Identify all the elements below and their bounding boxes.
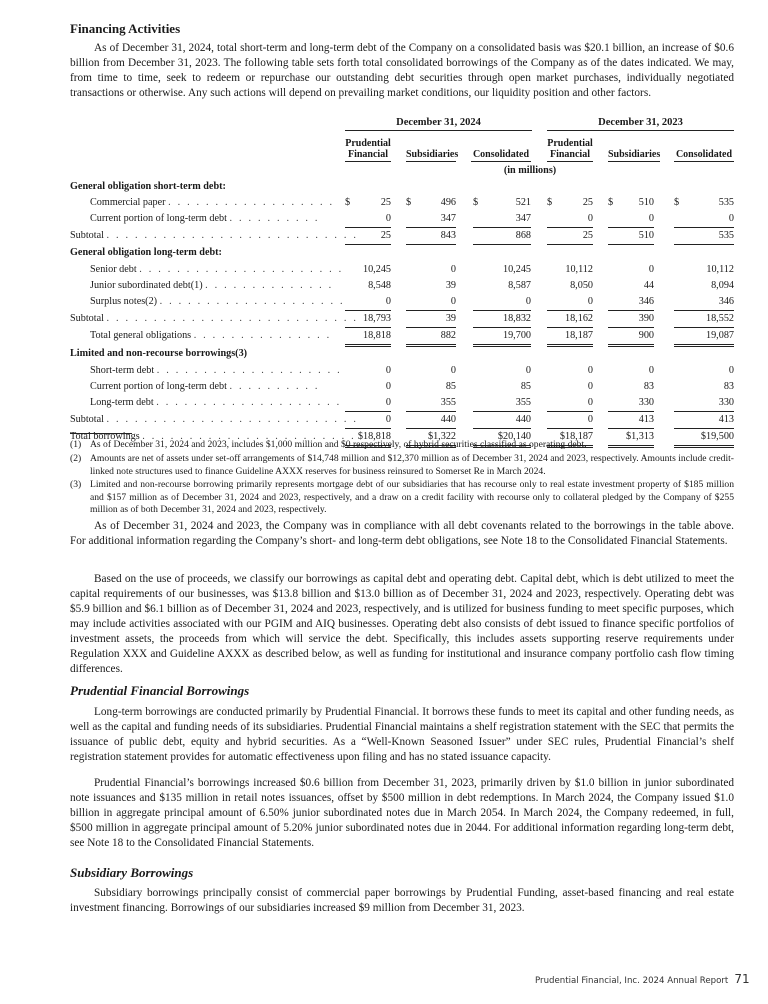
period-header-2024: December 31, 2024	[345, 117, 532, 131]
footnote-divider	[70, 433, 132, 434]
page-footer	[535, 972, 750, 986]
intro-paragraph: As of December 31, 2024, total short-term and long-term debt of the Company on a consolidated basis was $20.1 billion, an increase of $0.6 billion from December 31, 2023. The following table sets forth total consolidated borrowings of the Company as of the dates indicated. We may, from time to time, seek to redeem or repurchase our outstanding debt securities through open market purchases, individually negotiated transactions or otherwise. Any such actions will depend on prevailing market conditions, our liquidity position and other factors.	[70, 42, 734, 99]
pf-borrowings-heading: Prudential Financial Borrowings	[70, 683, 250, 698]
table-row-junior-subordinated-debt: Junior subordinated debt(1) . . . . . . . . . . . . . . 8,548 39 8,587 8,050 44 8,094	[90, 280, 734, 291]
report-name: Prudential Financial, Inc. 2024 Annual Report	[535, 976, 729, 986]
footnote-3: (3) Limited and non-recourse borrowing primarily represents mortgage debt of our subsidiaries that has recourse only to real estate investment property of $185 million and $157 million as of December 31, 2024 and 2023, respectively, and a draw on a credit facility with recourse only to collateral pledged by the Company of $255 million as of both December 31, 2024 and 2023, respectively.	[70, 479, 734, 516]
col-header-pf-2024: Prudential Financial	[345, 138, 391, 160]
subsidiary-borrowings-heading: Subsidiary Borrowings	[70, 865, 194, 880]
table-row-current-portion-limited: Current portion of long-term debt . . . . . . . . . . 0 85 85 0 83 83	[90, 381, 734, 392]
table-row-subtotal-limited: Subtotal . . . . . . . . . . . . . . . . . . . . . . . . . . . 0 440 440 0 413 413	[70, 414, 734, 430]
col-header-sub-2024: Subsidiaries	[406, 149, 459, 160]
table-row-long-term-debt: Long-term debt . . . . . . . . . . . . . . . . . . . . 0 355 355 0 330 330	[70, 397, 734, 413]
footnote-2: (2) Amounts are net of assets under set-off arrangements of $14,748 million and $12,370 million as of December 31, 2024 and 2023, respectively. Amounts include credit-linked note structures used to finance Guideline AXXX reserves for business reinsured to Somerset Re in March 2024.	[70, 453, 734, 477]
page-number: 71	[734, 972, 750, 986]
table-row-subtotal-short-term: Subtotal . . . . . . . . . . . . . . . . . . . . . . . . . . . 25 843 868 25 510 535	[70, 230, 734, 246]
section-title: Financing Activities	[70, 21, 181, 36]
col-header-sub-2023: Subsidiaries	[608, 149, 661, 160]
period-header-2023: December 31, 2023	[547, 117, 734, 131]
table-row-total-borrowings: Total borrowings . . . . . . . . . . . . . . . . . . . . . . . $18,818 $1,322 $20,140 $18,187 $1,313 $19,500	[70, 431, 734, 447]
section-header-long-term: General obligation long-term debt:	[70, 247, 222, 258]
pf-borrowings-paragraph-1: Long-term borrowings are conducted primarily by Prudential Financial. It borrows these funds to meet its capital and other funding needs, as well as the capital and funding needs of its subsidiaries. Prudential Financial maintains a shelf registration statement with the SEC that permits the issuance of public debt, equity and hybrid securities. As a “Well-Known Seasoned Issuer” under SEC rules, Prudential Financial’s shelf registration statement provides for automatic effectiveness upon filing and has no stated issuance capacity.	[70, 706, 734, 763]
section-header-short-term: General obligation short-term debt:	[70, 181, 226, 192]
footnote-1: (1) As of December 31, 2024 and 2023, includes $1,000 million and $0 respectively, of hybrid securities classified as operating debt.	[70, 439, 587, 450]
use-of-proceeds-paragraph: Based on the use of proceeds, we classify our borrowings as capital debt and operating debt. Capital debt, which is debt utilized to meet the capital requirements of our businesses, was $13.8 billion and $13.0 billion as of December 31, 2024 and 2023, respectively. Operating debt was $5.9 billion and $6.1 billion as of December 31, 2024 and 2023, respectively, and is utilized for business funding to meet specific purposes, which may include activities associated with our PGIM and AIQ businesses. Operating debt also consists of debt issued to finance specific portfolios of investment assets, the proceeds from which will service the debt. Specifically, this includes assets supporting reserve requirements under Regulation XXX and Guideline AXXX as described below, as well as funding for institutional and insurance company portfolio cash flow timing differences.	[70, 573, 734, 675]
col-header-pf-2023: Prudential Financial	[547, 138, 593, 160]
table-row-surplus-notes: Surplus notes(2) . . . . . . . . . . . . . . . . . . . . 0 0 0 0 346 346	[70, 296, 734, 312]
units-label: (in millions)	[503, 165, 557, 176]
table-row-short-term-debt: Short-term debt . . . . . . . . . . . . . . . . . . . . 0 0 0 0 0 0	[90, 365, 734, 376]
table-row-total-general-obligations: Total general obligations . . . . . . . . . . . . . . . 18,818 882 19,700 18,187 900 19,087	[70, 330, 734, 346]
section-header-limited-non-recourse: Limited and non-recourse borrowings(3)	[70, 348, 248, 359]
table-row-commercial-paper: Commercial paper . . . . . . . . . . . . . . . . . . $ 25 $ 496 $ 521 $ 25 $ 510 $ 535	[90, 197, 734, 208]
col-header-cons-2023: Consolidated	[675, 149, 733, 160]
col-header-cons-2024: Consolidated	[472, 149, 530, 160]
pf-borrowings-paragraph-2: Prudential Financial’s borrowings increased $0.6 billion from December 31, 2023, primarily driven by $1.0 billion in junior subordinated note issuances and $135 million in retail notes issuances, offset by $500 million in debt redemptions. In March 2024, the Company issued $1.0 billion in aggregate principal amount of 6.50% junior subordinated notes due in March 2054. In March 2024, the Company redeemed, in full, $500 million in aggregate principal amount of 5.20% junior subordinated notes due in 2044. For additional information regarding long-term debt, see Note 18 to the Consolidated Financial Statements.	[70, 777, 734, 849]
table-row-senior-debt: Senior debt . . . . . . . . . . . . . . . . . . . . . . 10,245 0 10,245 10,112 0 10,112	[90, 264, 734, 275]
compliance-paragraph: As of December 31, 2024 and 2023, the Company was in compliance with all debt covenants related to the borrowings in the table above. For additional information regarding the Company’s short- and long-term debt obligations, see Note 18 to the Consolidated Financial Statements.	[70, 520, 734, 547]
table-row-subtotal-long-term: Subtotal . . . . . . . . . . . . . . . . . . . . . . . . . . . 18,793 39 18,832 18,162 390 18,552	[70, 313, 734, 329]
subsidiary-borrowings-paragraph: Subsidiary borrowings principally consist of commercial paper borrowings by Prudential Funding, asset-based financing and real estate investment financing. Borrowings of our subsidiaries increased $9 million from December 31, 2023.	[70, 887, 734, 914]
table-row-current-portion-go: Current portion of long-term debt . . . . . . . . . . 0 347 347 0 0 0	[70, 213, 734, 229]
